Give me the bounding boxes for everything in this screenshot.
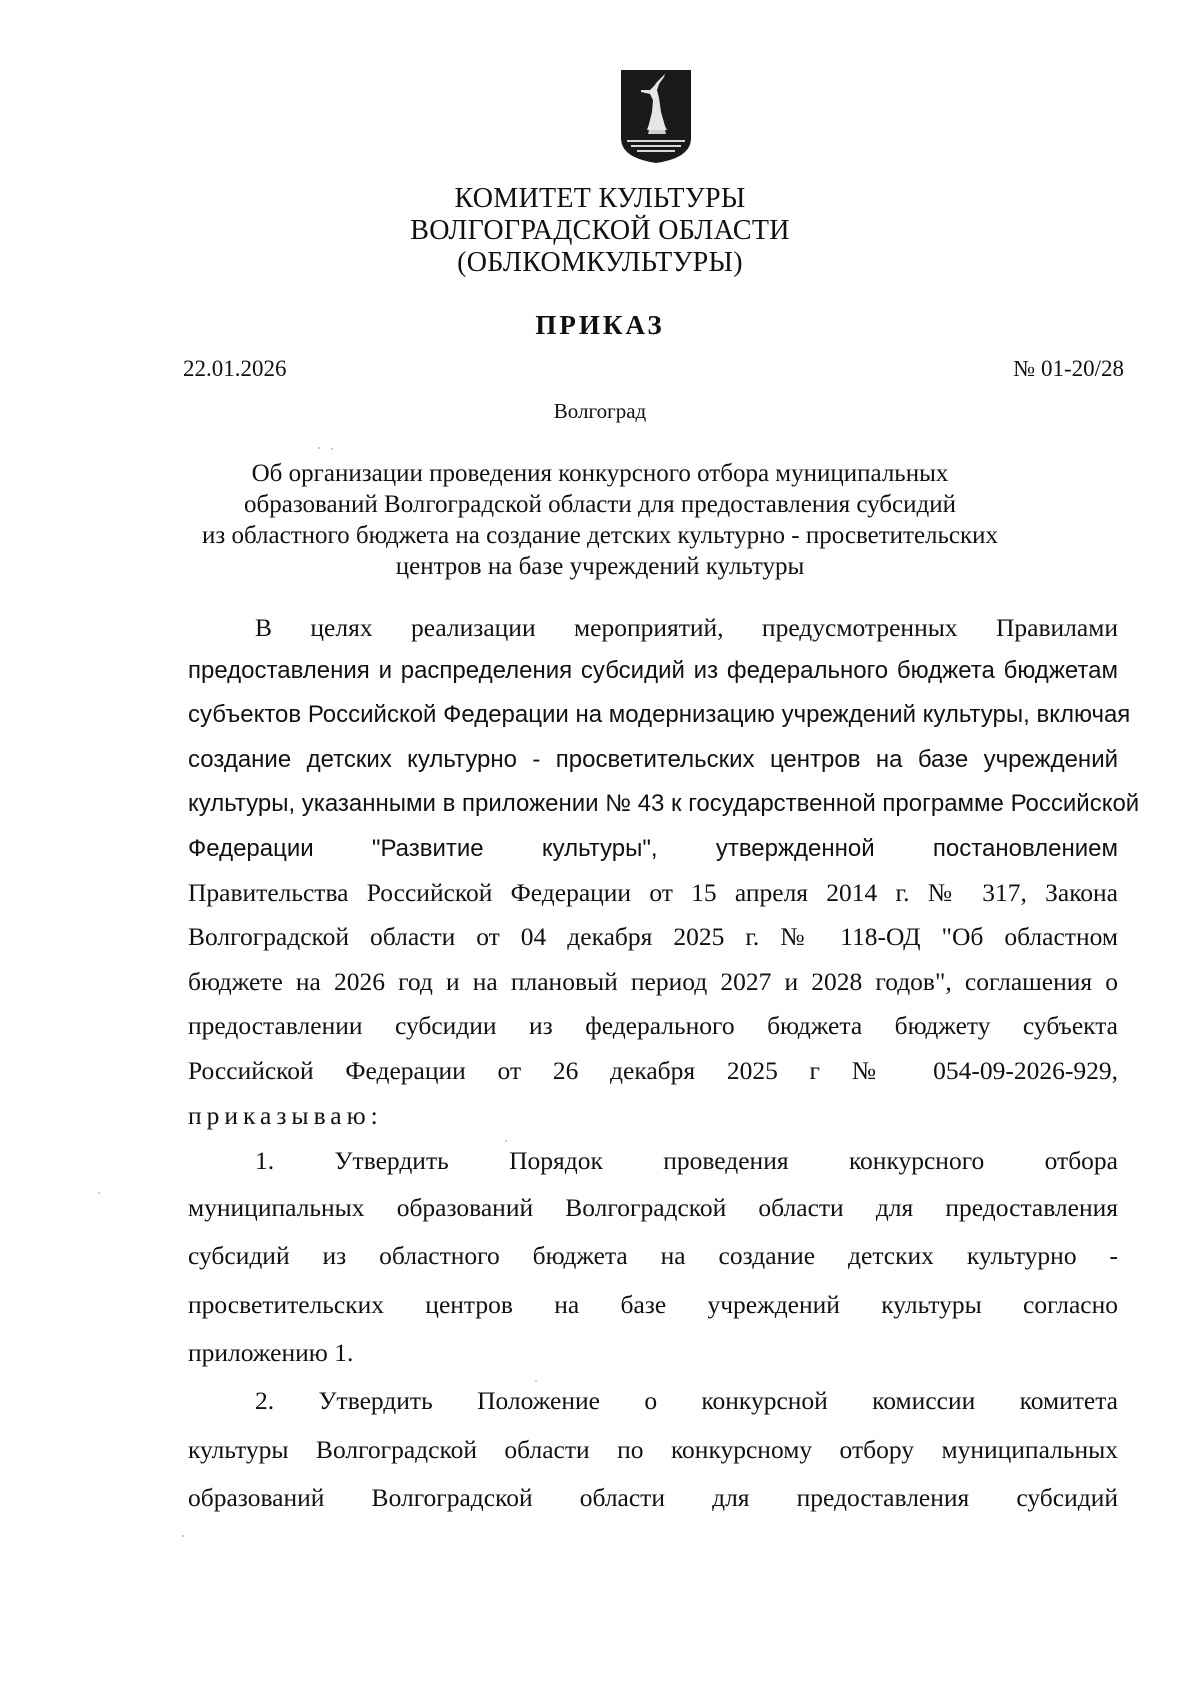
document-type-title: ПРИКАЗ [535,310,665,340]
preamble-line: Российской Федерации от 26 декабря 2025 г № 054-09-2026-929, [188,1056,1118,1085]
scan-speck [98,1192,100,1194]
document-date: 22.01.2026 [183,356,287,381]
item2-line: образований Волгоградской области для предоставления субсидий [188,1483,1118,1512]
subject-line: Об организации проведения конкурсного отбора муниципальных [251,460,949,487]
preamble-line: В целях реализации мероприятий, предусмотренных Правилами [255,613,1118,642]
scan-speck [182,1535,184,1537]
coat-of-arms-emblem [619,68,693,164]
preamble-line: предоставления и распределения субсидий из федерального бюджета бюджетам [188,657,1118,684]
preamble-line: Правительства Российской Федерации от 15 апреля 2014 г. № 317, Закона [188,878,1118,907]
item1-line: муниципальных образований Волгоградской области для предоставления [188,1193,1118,1222]
scan-speck [505,1140,507,1142]
document-number: № 01-20/28 [1013,356,1124,381]
item2-line: 2. Утвердить Положение о конкурсной комиссии комитета [255,1386,1118,1415]
preamble-line: предоставлении субсидии из федерального бюджета бюджету субъекта [188,1011,1118,1040]
motherland-calls-icon [619,68,693,164]
preamble-line: субъектов Российской Федерации на модернизацию учреждений культуры, включая [188,701,1131,728]
scan-speck [331,448,333,450]
scan-speck [318,447,320,449]
preamble-line: культуры, указанными в приложении № 43 к государственной программе Российской [188,790,1140,817]
preamble-line: Федерации "Развитие культуры", утвержденной постановлением [188,835,1118,862]
item1-line: 1. Утвердить Порядок проведения конкурсного отбора [255,1146,1118,1175]
subject-line: образований Волгоградской области для предоставления субсидий [244,491,956,518]
preamble-line: создание детских культурно - просветительских центров на базе учреждений [188,746,1118,773]
subject-line: из областного бюджета на создание детских культурно - просветительских [201,522,999,549]
subject-line: центров на базе учреждений культуры [395,553,805,580]
order-word: приказываю: [188,1101,383,1130]
org-name-line-3: (ОБЛКОМКУЛЬТУРЫ) [457,247,743,278]
item1-line: субсидий из областного бюджета на создание детских культурно - [188,1241,1118,1270]
document-city: Волгоград [553,399,647,423]
org-name-line-1: КОМИТЕТ КУЛЬТУРЫ [454,183,746,214]
preamble-line: Волгоградской области от 04 декабря 2025 г. № 118-ОД "Об областном [188,922,1118,951]
item2-line: культуры Волгоградской области по конкурсному отбору муниципальных [188,1435,1118,1464]
preamble-line: бюджете на 2026 год и на плановый период 2027 и 2028 годов", соглашения о [188,967,1118,996]
org-name-line-2: ВОЛГОГРАДСКОЙ ОБЛАСТИ [410,215,790,246]
item1-line: приложению 1. [188,1338,354,1367]
scan-speck [535,1380,537,1382]
item1-line: просветительских центров на базе учреждений культуры согласно [188,1290,1118,1319]
